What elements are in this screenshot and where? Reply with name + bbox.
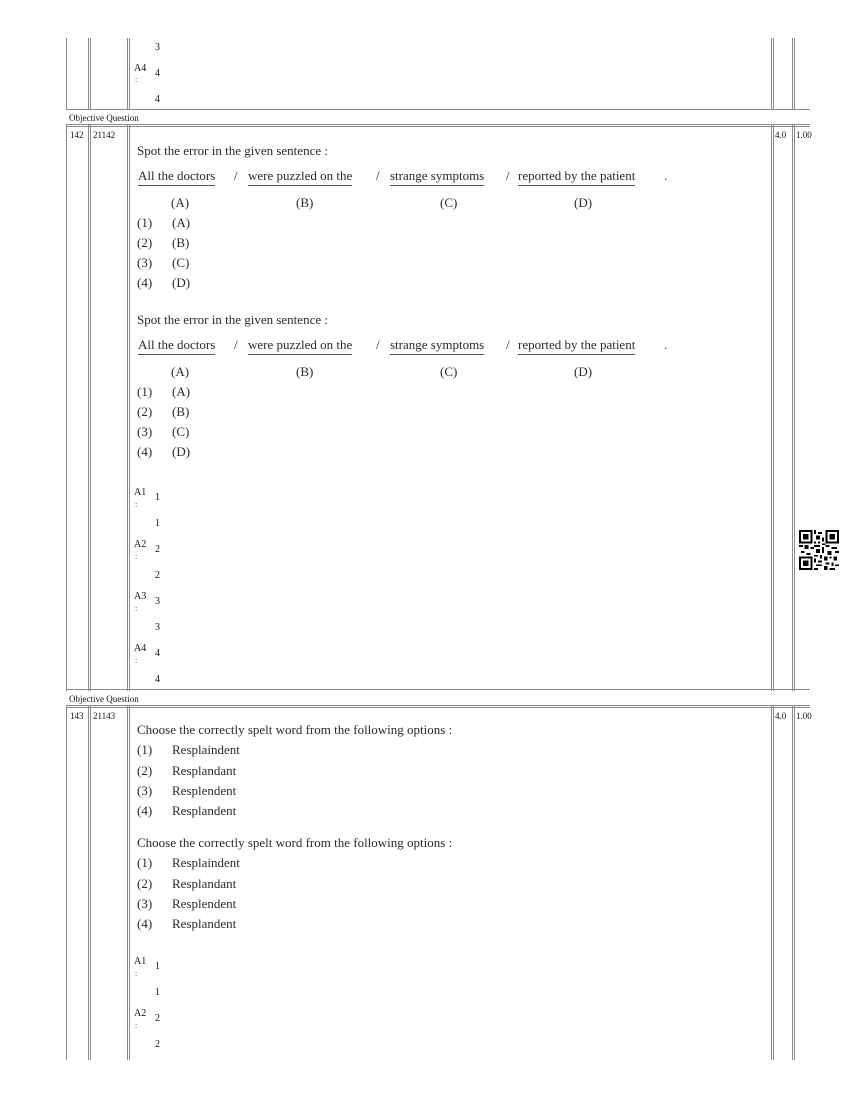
option-number: (4) — [137, 275, 153, 290]
option-text: Resplaindent — [172, 742, 240, 757]
table-border — [66, 126, 810, 127]
segment-label: (D) — [574, 195, 593, 210]
segment-label: (A) — [171, 195, 190, 210]
option-text: (A) — [172, 384, 191, 399]
table-border — [129, 124, 130, 691]
table-border — [90, 38, 91, 110]
table-border — [66, 707, 810, 708]
section-label: Objective Question — [69, 694, 139, 704]
table-border — [66, 705, 810, 706]
answer-echo: 1 — [155, 987, 160, 998]
answer-echo: 1 — [155, 518, 160, 529]
question-marks: 4.0 — [775, 711, 787, 721]
option-number: (3) — [137, 783, 153, 798]
answer-value: 4 — [155, 648, 160, 659]
answer-value: 4 — [155, 68, 160, 79]
option-text: (C) — [172, 424, 190, 439]
sentence-segment-c: strange symptoms — [390, 337, 484, 355]
table-border — [66, 109, 810, 110]
table-border — [792, 38, 793, 110]
table-border — [794, 124, 795, 691]
option-number: (1) — [137, 215, 153, 230]
answer-colon: : — [135, 604, 138, 613]
table-border — [773, 124, 774, 691]
option-text: (A) — [172, 215, 191, 230]
table-border — [66, 124, 810, 125]
segment-separator: / — [376, 337, 380, 352]
answer-label: A4 — [134, 63, 147, 74]
segment-label: (C) — [440, 195, 458, 210]
segment-label: (D) — [574, 364, 593, 379]
answer-echo: 2 — [155, 570, 160, 581]
option-text: Resplendent — [172, 783, 237, 798]
answer-label: A3 — [134, 591, 147, 602]
sentence-segment-b: were puzzled on the — [248, 337, 352, 355]
answer-echo: 4 — [155, 94, 160, 105]
qr-code-icon — [799, 530, 839, 570]
answer-value: 3 — [155, 596, 160, 607]
section-label: Objective Question — [69, 113, 139, 123]
sentence-segment-a: All the doctors — [138, 168, 215, 186]
option-number: (2) — [137, 876, 153, 891]
question-number: 142 — [70, 130, 84, 140]
segment-label: (C) — [440, 364, 458, 379]
table-border — [66, 705, 67, 1060]
answer-colon: : — [135, 969, 138, 978]
segment-label: (B) — [296, 364, 314, 379]
answer-label: A2 — [134, 1008, 147, 1019]
option-number: (2) — [137, 235, 153, 250]
segment-label: (A) — [171, 364, 190, 379]
option-number: (1) — [137, 855, 153, 870]
option-text: Resplandent — [172, 803, 237, 818]
table-border — [127, 705, 128, 1060]
answer-value: 1 — [155, 961, 160, 972]
answer-value: 2 — [155, 1013, 160, 1024]
table-border — [88, 705, 89, 1060]
table-border — [127, 124, 128, 691]
question-marks: 4.0 — [775, 130, 787, 140]
table-border — [129, 705, 130, 1060]
answer-label: A4 — [134, 643, 147, 654]
table-border — [66, 689, 810, 690]
answer-colon: : — [135, 500, 138, 509]
table-border — [771, 124, 772, 691]
table-border — [129, 38, 130, 110]
table-border — [792, 705, 793, 1060]
answer-colon: : — [135, 552, 138, 561]
table-border — [771, 38, 772, 110]
sentence-segment-d: reported by the patient — [518, 337, 635, 355]
answer-value: 2 — [155, 544, 160, 555]
table-border — [794, 705, 795, 1060]
answer-colon: : — [135, 1021, 138, 1030]
previous-answer-value: 3 — [155, 42, 160, 53]
question-number: 143 — [70, 711, 84, 721]
table-border — [127, 38, 128, 110]
option-number: (4) — [137, 916, 153, 931]
table-border — [792, 124, 793, 691]
answer-colon: : — [135, 656, 138, 665]
option-text: (B) — [172, 404, 190, 419]
sentence-segment-d: reported by the patient — [518, 168, 635, 186]
option-number: (1) — [137, 742, 153, 757]
segment-separator: / — [506, 337, 510, 352]
segment-separator: / — [506, 168, 510, 183]
option-number: (3) — [137, 424, 153, 439]
option-text: Resplaindent — [172, 855, 240, 870]
option-text: (D) — [172, 275, 191, 290]
question-id: 21143 — [93, 711, 116, 721]
option-number: (4) — [137, 803, 153, 818]
segment-separator: / — [376, 168, 380, 183]
option-text: (C) — [172, 255, 190, 270]
option-text: Resplandant — [172, 876, 237, 891]
option-number: (2) — [137, 763, 153, 778]
table-border — [66, 124, 67, 691]
option-number: (4) — [137, 444, 153, 459]
option-text: Resplandant — [172, 763, 237, 778]
table-border — [88, 124, 89, 691]
option-number: (3) — [137, 896, 153, 911]
sentence-end-mark: . — [664, 168, 668, 183]
question-prompt: Choose the correctly spelt word from the following options : — [137, 835, 453, 850]
table-border — [90, 705, 91, 1060]
answer-label: A2 — [134, 539, 147, 550]
answer-colon: : — [135, 75, 138, 84]
answer-echo: 4 — [155, 674, 160, 685]
answer-label: A1 — [134, 956, 147, 967]
table-border — [66, 38, 67, 110]
question-prompt: Spot the error in the given sentence : — [137, 312, 328, 327]
sentence-segment-a: All the doctors — [138, 337, 215, 355]
answer-value: 1 — [155, 492, 160, 503]
question-negative-marks: 1.00 — [796, 130, 812, 140]
table-border — [90, 124, 91, 691]
option-number: (3) — [137, 255, 153, 270]
segment-label: (B) — [296, 195, 314, 210]
sentence-end-mark: . — [664, 337, 668, 352]
option-text: Resplandent — [172, 916, 237, 931]
table-border — [88, 38, 89, 110]
segment-separator: / — [234, 337, 238, 352]
table-border — [773, 705, 774, 1060]
answer-echo: 3 — [155, 622, 160, 633]
table-border — [771, 705, 772, 1060]
segment-separator: / — [234, 168, 238, 183]
option-number: (1) — [137, 384, 153, 399]
question-id: 21142 — [93, 130, 116, 140]
table-border — [794, 38, 795, 110]
sentence-segment-c: strange symptoms — [390, 168, 484, 186]
answer-echo: 2 — [155, 1039, 160, 1050]
question-prompt: Choose the correctly spelt word from the following options : — [137, 722, 453, 737]
option-text: (D) — [172, 444, 191, 459]
question-negative-marks: 1.00 — [796, 711, 812, 721]
table-border — [773, 38, 774, 110]
sentence-segment-b: were puzzled on the — [248, 168, 352, 186]
option-text: (B) — [172, 235, 190, 250]
answer-label: A1 — [134, 487, 147, 498]
option-number: (2) — [137, 404, 153, 419]
option-text: Resplendent — [172, 896, 237, 911]
question-prompt: Spot the error in the given sentence : — [137, 143, 328, 158]
